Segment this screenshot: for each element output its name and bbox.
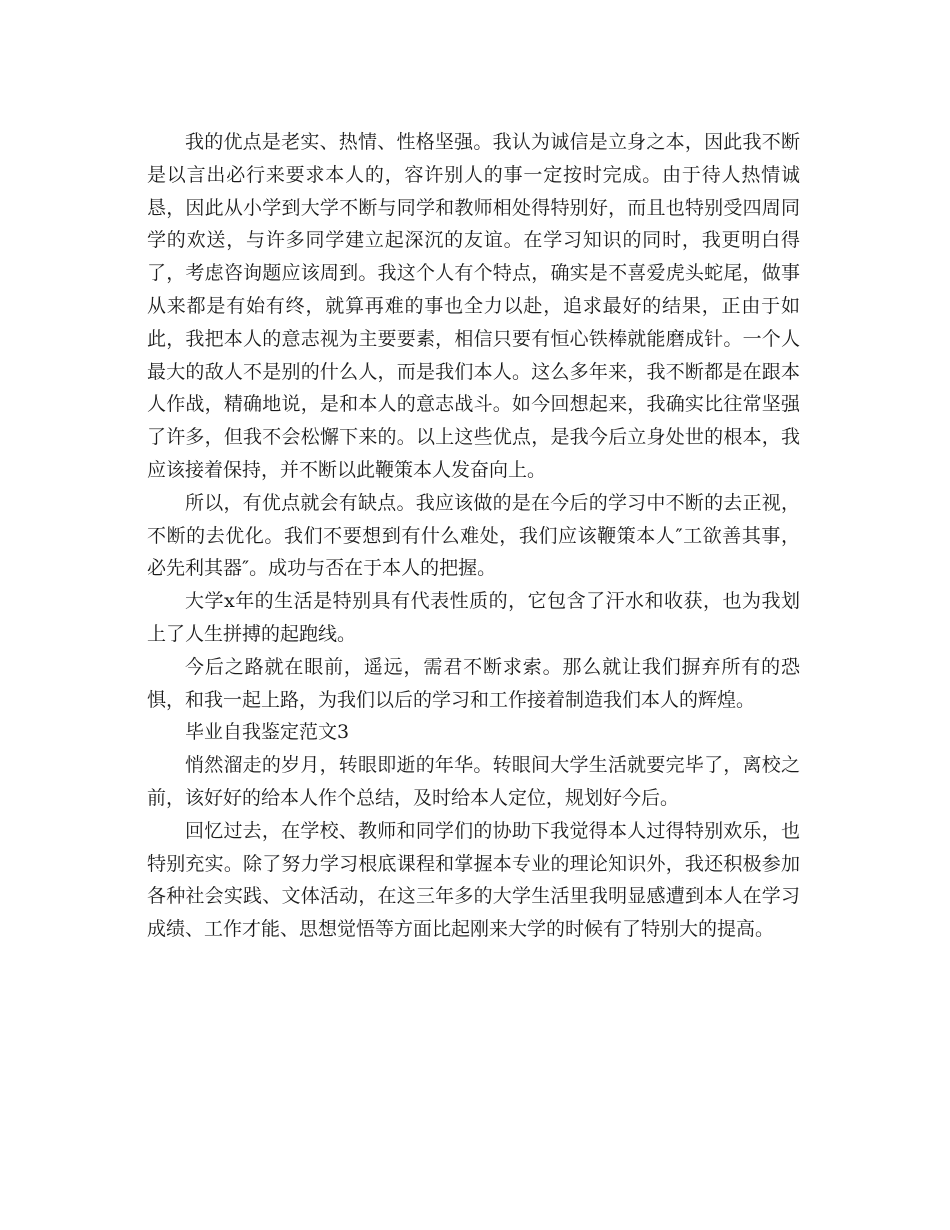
paragraph-time-passing: 悄然溜走的岁月，转眼即逝的年华。转眼间大学生活就要完毕了，离校之前，该好好的给本人作个总结，及时给本人定位，规划好今后。: [147, 754, 800, 809]
paragraph-looking-back: 回忆过去，在学校、教师和同学们的协助下我觉得本人过得特别欢乐，也特别充实。除了努力学习根底课程和掌握本专业的理论知识外，我还积极参加各种社会实践、文体活动，在这三年多的大学生活里我明显感遭到本人在学习成绩、工作才能、思想觉悟等方面比起刚来大学的时候有了特别大的提高。: [147, 819, 800, 941]
paragraph-weaknesses: 所以，有优点就会有缺点。我应该做的是在今后的学习中不断的去正视，不断的去优化。我们不要想到有什么难处，我们应该鞭策本人″工欲善其事，必先利其器″。成功与否在于本人的把握。: [147, 491, 800, 580]
paragraph-university-years: 大学x年的生活是特别具有代表性质的，它包含了汗水和收获，也为我划上了人生拼搏的起跑线。: [147, 590, 800, 645]
section-heading: 毕业自我鉴定范文3: [185, 721, 350, 744]
paragraph-strengths: 我的优点是老实、热情、性格坚强。我认为诚信是立身之本，因此我不断是以言出必行来要求本人的，容许别人的事一定按时完成。由于待人热情诚恳，因此从小学到大学不断与同学和教师相处得特别好，而且也特别受四周同学的欢送，与许多同学建立起深沉的友谊。在学习知识的同时，我更明白得了，考虑咨询题应该周到。我这个人有个特点，确实是不喜爱虎头蛇尾，做事从来都是有始有终，就算再难的事也全力以赴，追求最好的结果，正由于如此，我把本人的意志视为主要要素，相信只要有恒心铁棒就能磨成针。一个人最大的敌人不是别的什么人，而是我们本人。这么多年来，我不断都是在跟本人作战，精确地说，是和本人的意志战斗。如今回想起来，我确实比往常坚强了许多，但我不会松懈下来的。以上这些优点，是我今后立身处世的根本，我应该接着保持，并不断以此鞭策本人发奋向上。: [147, 131, 800, 481]
document-body: [147, 126, 800, 946]
paragraph-future-path: 今后之路就在眼前，遥远，需君不断求索。那么就让我们摒弃所有的恐惧，和我一起上路，为我们以后的学习和工作接着制造我们本人的辉煌。: [147, 655, 800, 711]
